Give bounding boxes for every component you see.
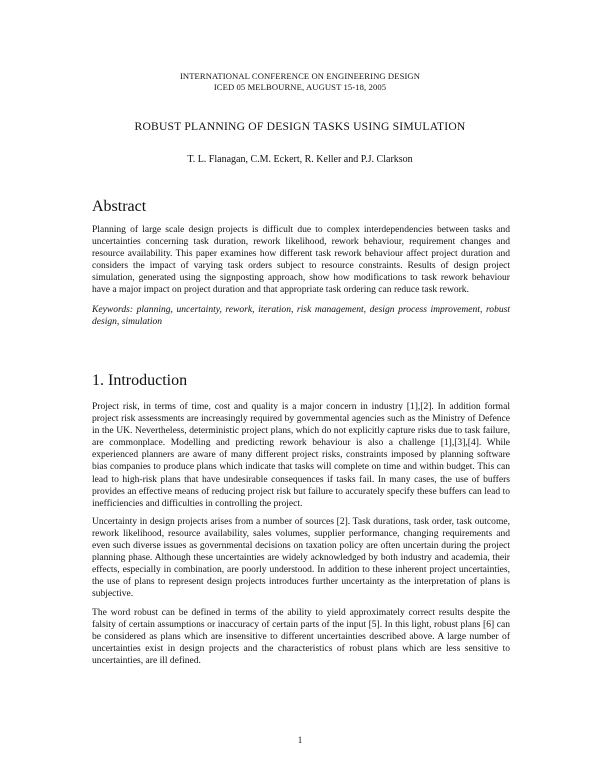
paper-title: ROBUST PLANNING OF DESIGN TASKS USING SIMULATION — [134, 120, 466, 133]
intro-paragraph-3: The word robust can be defined in terms of the ability to yield approximately correct results despite the falsity of certain assumptions or inaccuracy of certain parts of the input [5]. In this light, robust plans [6] can be considered as plans which are insensitive to different uncertainties described above. A large number of uncertainties exist in design projects and the characteristics of robust plans which are less sensitive to uncertainties, are ill defined. — [92, 606, 510, 666]
paper-authors: T. L. Flanagan, C.M. Eckert, R. Keller and P.J. Clarkson — [187, 154, 413, 165]
abstract-text: Planning of large scale design projects is difficult due to complex interdependencies between tasks and uncertainties concerning task duration, rework likelihood, rework behaviour, requirement changes and resource availability. This paper examines how different task rework behaviour affect project duration and considers the impact of varying task orders subject to resource constraints. Results of design project simulation, generated using the signposting approach, show how modifications to task rework behaviour have a major impact on project duration and that appropriate task ordering can reduce task rework. — [92, 224, 510, 296]
conference-header — [0, 71, 600, 93]
introduction-heading: 1. Introduction — [92, 372, 188, 389]
page-number: 1 — [297, 735, 303, 745]
intro-paragraph-1: Project risk, in terms of time, cost and quality is a major concern in industry [1],[2]. In addition formal project risk assessments are increasingly required by governmental agencies such as the Ministry of Defence in the UK. Nevertheless, deterministic project plans, which do not explicitly capture risks due to task failure, are commonplace. Modelling and predicting rework behaviour is also a challenge [1],[3],[4]. While experienced planners are aware of many different project risks, constraints imposed by planning software bias companies to produce plans which indicate that tasks will complete on time and within budget. This can lead to high-risk plans that have undesirable consequences if tasks fail. In many cases, the use of buffers provides an effective means of reducing project risk but failure to accurately specify these buffers can lead to inefficiencies and difficulties in controlling the project. — [92, 401, 510, 509]
abstract-heading: Abstract — [92, 198, 147, 215]
introduction-section — [92, 401, 510, 673]
conference-name: INTERNATIONAL CONFERENCE ON ENGINEERING DESIGN — [179, 71, 421, 81]
abstract-section — [92, 224, 510, 334]
keywords: Keywords: planning, uncertainty, rework, iteration, risk management, design process improvement, robust design, simulation — [92, 303, 510, 327]
conference-location: ICED 05 MELBOURNE, AUGUST 15-18, 2005 — [213, 82, 387, 92]
intro-paragraph-2: Uncertainty in design projects arises from a number of sources [2]. Task durations, task order, task outcome, rework likelihood, resource availability, sales volumes, supplier performance, changing requirements and even such diverse issues as governmental decisions on taxation policy are often uncertain during the project planning phase. Although these uncertainties are widely acknowledged by both industry and academia, their effects, especially in combination, are poorly understood. In addition to these inherent project uncertainties, the use of plans to represent design projects introduces further uncertainty as the interpretation of plans is subjective. — [92, 515, 510, 600]
